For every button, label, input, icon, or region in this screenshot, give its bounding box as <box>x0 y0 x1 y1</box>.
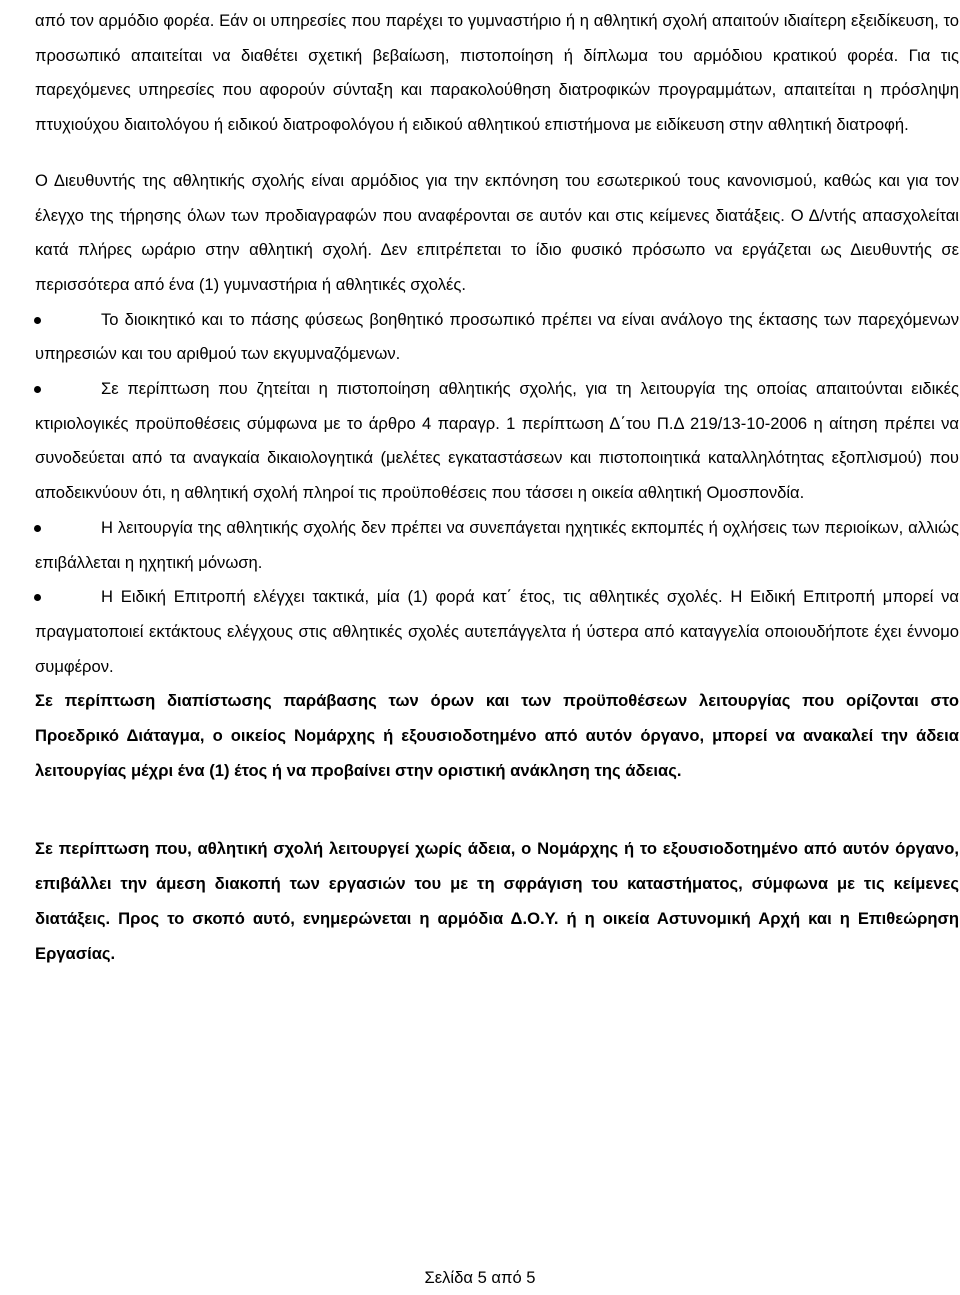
bold-paragraph-violation: Σε περίπτωση διαπίστωσης παράβασης των όρων και των προϋποθέσεων λειτουργίας που ορίζονται στο Προεδρικό Διάταγμα, ο οικείος Νομάρχης ή εξουσιοδοτημένο από αυτόν όργανο, μπορεί να ανακαλεί την άδεια λειτουργίας μέχρι ένα (1) έτος ή να προβαίνει στην οριστική ανάκληση της άδειας. <box>35 691 959 780</box>
bold-paragraph-unlicensed: Σε περίπτωση που, αθλητική σχολή λειτουργεί χωρίς άδεια, ο Νομάρχης ή το εξουσιοδοτημένο από αυτόν όργανο, επιβάλλει την άμεση διακοπή των εργασιών του με τη σφράγιση του καταστήματος, σύμφωνα με τις κείμενες διατάξεις. Προς το σκοπό αυτό, ενημερώνεται η αρμόδια Δ.Ο.Υ. ή η οικεία Αστυνομική Αρχή και η Επιθεώρηση Εργασίας. <box>35 839 959 963</box>
spacer <box>35 788 959 832</box>
bullet-icon <box>34 386 41 393</box>
bullet-icon <box>34 317 41 324</box>
bullet-item-staff <box>35 303 959 372</box>
spacer <box>35 143 959 164</box>
bullet-text: Το διοικητικό και το πάσης φύσεως βοηθητικό προσωπικό πρέπει να είναι ανάλογο της έκτασης των παρεχόμενων υπηρεσιών και του αριθμού των εκγυμναζόμενων. <box>35 309 959 364</box>
page-number: Σελίδα 5 από 5 <box>424 1268 536 1287</box>
bullet-item-certification <box>35 372 959 511</box>
document-page <box>35 4 959 971</box>
bullet-text: Σε περίπτωση που ζητείται η πιστοποίηση αθλητικής σχολής, για τη λειτουργία της οποίας απαιτούνται ειδικές κτιριολογικές προϋποθέσεις σύμφωνα με το άρθρο 4 παραγρ. 1 περίπτωση Δ΄του Π.Δ 219/13-10-2006 η αίτηση πρέπει να συνοδεύεται από τα αναγκαία δικαιολογητικά (μελέτες εγκαταστάσεων και πιστοποιητικά καταλληλότητας εξοπλισμού) που αποδεικνύουν ότι, η αθλητική σχολή πληροί τις προϋποθέσεις που τάσσει η οικεία αθλητική Ομοσπονδία. <box>35 379 959 503</box>
bullet-icon <box>34 594 41 601</box>
bullet-text: Η λειτουργία της αθλητικής σχολής δεν πρέπει να συνεπάγεται ηχητικές εκπομπές ή οχλήσεις των περιοίκων, αλλιώς επιβάλλεται η ηχητική μόνωση. <box>35 517 959 572</box>
paragraph-1: από τον αρμόδιο φορέα. Εάν οι υπηρεσίες που παρέχει το γυμναστήριο ή η αθλητική σχολή απαιτούν ιδιαίτερη εξειδίκευση, το προσωπικό απαιτείται να διαθέτει σχετική βεβαίωση, πιστοποίηση ή δίπλωμα του αρμόδιου κρατικού φορέα. Για τις παρεχόμενες υπηρεσίες που αφορούν σύνταξη και παρακολούθηση διατροφικών προγραμμάτων, απαιτείται η πρόσληψη πτυχιούχου διαιτολόγου ή ειδικού διατροφολόγου ή ειδικού αθλητικού επιστήμονα με ειδίκευση στην αθλητική διατροφή. <box>35 11 959 135</box>
bullet-text: Η Ειδική Επιτροπή ελέγχει τακτικά, μία (1) φορά κατ΄ έτος, τις αθλητικές σχολές. Η Ειδική Επιτροπή μπορεί να πραγματοποιεί εκτάκτους ελέγχους στις αθλητικές σχολές αυτεπάγγελτα ή ύστερα από καταγγελία οποιουδήποτε έχει έννομο συμφέρον. <box>35 587 959 676</box>
bullet-icon <box>34 525 41 532</box>
paragraph-2: Ο Διευθυντής της αθλητικής σχολής είναι αρμόδιος για την εκπόνηση του εσωτερικού τους κανονισμού, καθώς και για τον έλεγχο της τήρησης όλων των προδιαγραφών που αναφέρονται σε αυτόν και στις κείμενες διατάξεις. Ο Δ/ντής απασχολείται κατά πλήρες ωράριο στην αθλητική σχολή. Δεν επιτρέπεται το ίδιο φυσικό πρόσωπο να εργάζεται ως Διευθυντής σε περισσότερα από ένα (1) γυμναστήρια ή αθλητικές σχολές. <box>35 170 959 294</box>
bullet-item-noise <box>35 511 959 580</box>
bullet-item-inspection <box>35 580 959 684</box>
